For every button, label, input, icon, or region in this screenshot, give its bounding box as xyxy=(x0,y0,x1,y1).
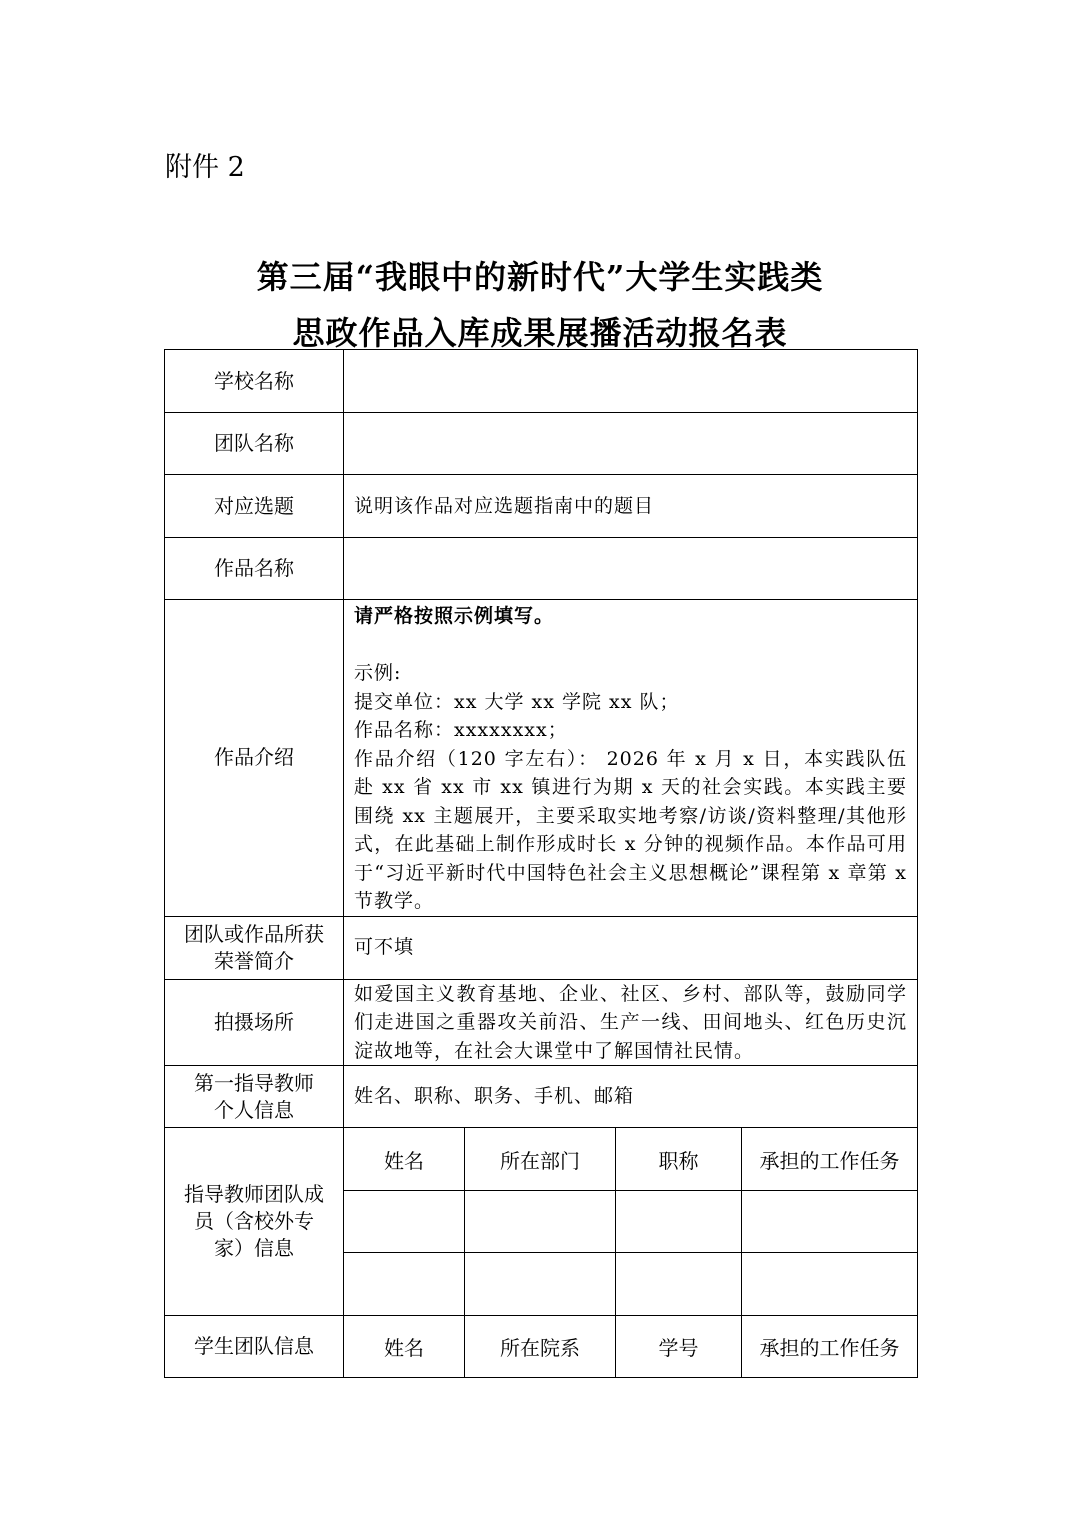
honors-label-line-2: 荣誉简介 xyxy=(214,948,294,973)
topic-field[interactable]: 说明该作品对应选题指南中的题目 xyxy=(344,475,918,538)
row-school xyxy=(165,350,918,413)
row-first-teacher xyxy=(165,1066,918,1128)
row-intro xyxy=(165,600,918,917)
row-honors xyxy=(165,916,918,979)
work-name-field[interactable] xyxy=(344,538,918,600)
intro-requirement: 请严格按照示例填写。 xyxy=(354,605,555,627)
row-student-team xyxy=(165,1316,918,1378)
student-team-col-id: 学号 xyxy=(616,1316,742,1378)
location-field[interactable]: 如爱国主义教育基地、企业、社区、乡村、部队等，鼓励同学们走进国之重器攻关前沿、生产一线、田间地头、红色历史沉淀故地等，在社会大课堂中了解国情社民情。 xyxy=(344,979,918,1066)
teacher-team-cell[interactable] xyxy=(616,1191,742,1253)
intro-spacer xyxy=(354,631,907,660)
team-name-label: 团队名称 xyxy=(165,413,344,475)
work-intro-field[interactable] xyxy=(344,600,918,917)
attachment-label: 附件 2 xyxy=(165,152,245,183)
row-topic xyxy=(165,475,918,538)
form-title-line-2: 思政作品入库成果展播活动报名表 xyxy=(292,314,788,352)
intro-example-description: 作品介绍（120 字左右）： 2026 年 x 月 x 日，本实践队伍赴 xx 省 xx 市 xx 镇进行为期 x 天的社会实践。本实践主要围绕 xx 主题展开，主要采取实地考察/访谈/资料整理/其他形式，在此基础上制作形成时长 x 分钟的视频作品。本作品可用于“习近平新时代中国特色社会主义思想概论”课程第 x 章第 x 节教学。 xyxy=(354,747,907,912)
honors-label xyxy=(165,916,344,979)
teacher-team-cell[interactable] xyxy=(344,1191,465,1253)
school-name-field[interactable] xyxy=(344,350,918,413)
location-label: 拍摄场所 xyxy=(165,979,344,1066)
honors-label-line-1: 团队或作品所获 xyxy=(184,921,324,946)
row-team xyxy=(165,413,918,475)
row-location xyxy=(165,979,918,1066)
intro-example-name: 作品名称：xxxxxxxx； xyxy=(354,719,568,741)
teacher-team-col-name: 姓名 xyxy=(344,1128,465,1191)
form-title-line-1: 第三届“我眼中的新时代”大学生实践类 xyxy=(256,258,824,296)
topic-label: 对应选题 xyxy=(165,475,344,538)
student-team-label: 学生团队信息 xyxy=(165,1316,344,1378)
work-name-label: 作品名称 xyxy=(165,538,344,600)
first-teacher-field[interactable]: 姓名、职称、职务、手机、邮箱 xyxy=(344,1066,918,1128)
teacher-team-col-title: 职称 xyxy=(616,1128,742,1191)
teacher-team-cell[interactable] xyxy=(742,1253,918,1316)
row-work-name xyxy=(165,538,918,600)
student-team-col-department: 所在院系 xyxy=(465,1316,616,1378)
teacher-team-label-line-3: 家）信息 xyxy=(214,1236,294,1260)
student-team-col-task: 承担的工作任务 xyxy=(742,1316,918,1378)
teacher-team-label-line-2: 员（含校外专 xyxy=(194,1209,314,1233)
teacher-team-cell[interactable] xyxy=(616,1253,742,1316)
student-team-col-name: 姓名 xyxy=(344,1316,465,1378)
row-teacher-team-header xyxy=(165,1128,918,1191)
team-name-field[interactable] xyxy=(344,413,918,475)
work-intro-label: 作品介绍 xyxy=(165,600,344,917)
first-teacher-label-line-2: 个人信息 xyxy=(214,1097,294,1122)
school-name-label: 学校名称 xyxy=(165,350,344,413)
teacher-team-cell[interactable] xyxy=(742,1191,918,1253)
teacher-team-col-task: 承担的工作任务 xyxy=(742,1128,918,1191)
intro-example-unit: 提交单位：xx 大学 xx 学院 xx 队； xyxy=(354,690,680,713)
teacher-team-cell[interactable] xyxy=(465,1253,616,1316)
teacher-team-cell[interactable] xyxy=(344,1253,465,1316)
teacher-team-label-line-1: 指导教师团队成 xyxy=(184,1182,324,1206)
honors-field[interactable]: 可不填 xyxy=(344,916,918,979)
intro-example-label: 示例: xyxy=(354,662,402,684)
first-teacher-label-line-1: 第一指导教师 xyxy=(194,1070,314,1095)
first-teacher-label xyxy=(165,1066,344,1128)
teacher-team-label xyxy=(165,1128,344,1316)
teacher-team-cell[interactable] xyxy=(465,1191,616,1253)
teacher-team-col-department: 所在部门 xyxy=(465,1128,616,1191)
registration-form-table xyxy=(164,349,918,1378)
